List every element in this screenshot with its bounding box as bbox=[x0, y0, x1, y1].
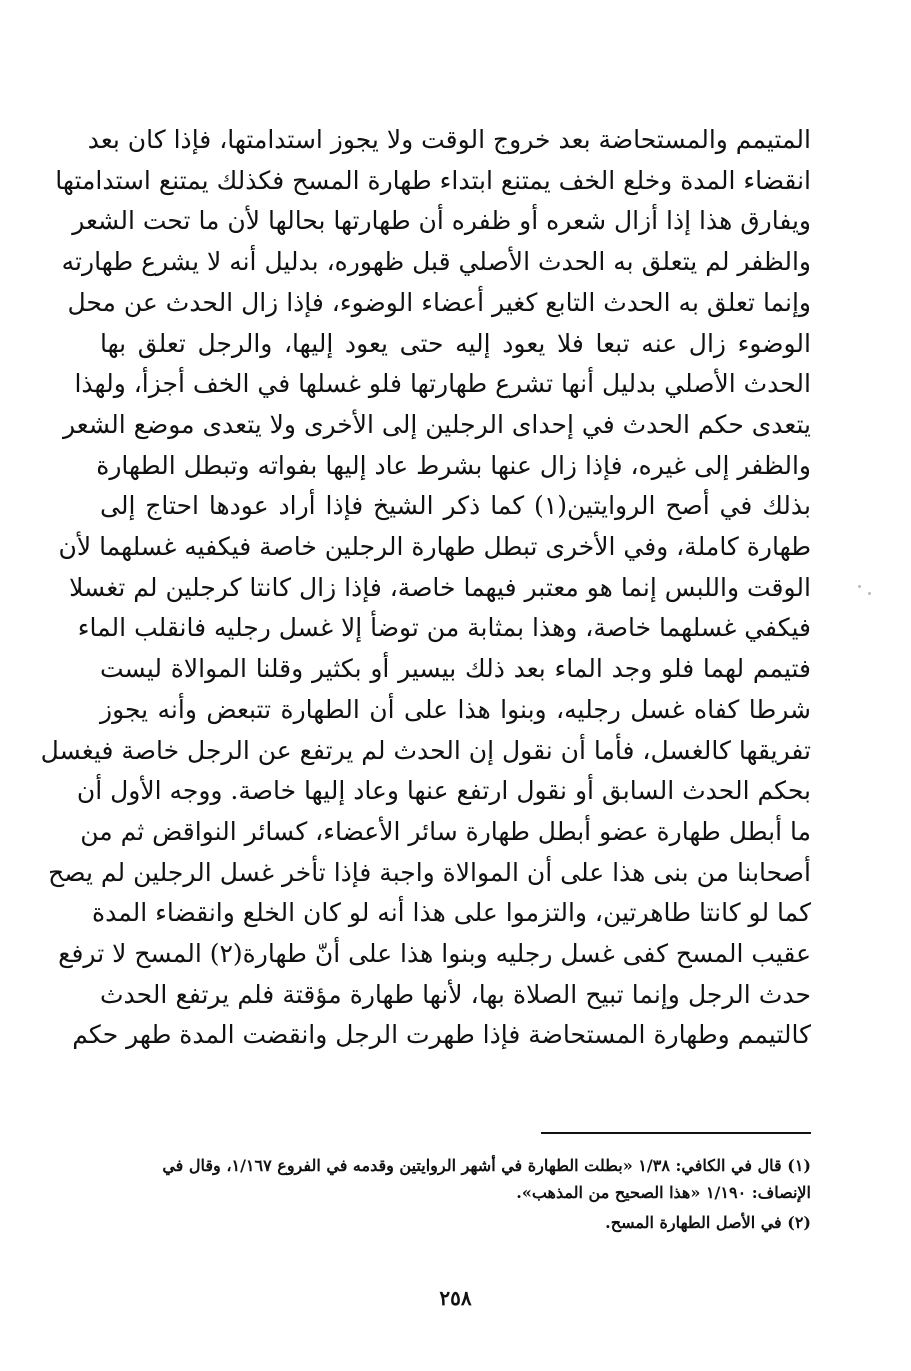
scan-speck bbox=[868, 592, 871, 595]
text-line: والظفر إلى غيره، فإذا زال عنها بشرط عاد إليها بفواته وتبطل الطهارة bbox=[96, 450, 811, 480]
footnote-1: (١) قال في الكافي: ١/٣٨ «بطلت الطهارة في أشهر الروايتين وقدمه في الفروع ١/١٦٧، وقال في الإنصاف: ١/١٩٠ «هذا الصحيح من المذهب». bbox=[162, 1156, 811, 1202]
text-line: طهارة كاملة، وفي الأخرى تبطل طهارة الرجلين خاصة فيكفيه غسلهما لأن bbox=[58, 532, 811, 562]
footnote-divider bbox=[541, 1132, 811, 1134]
text-line: عقيب المسح كفى غسل رجليه وبنوا هذا على أنّ طهارة(٢) المسح لا ترفع bbox=[58, 939, 811, 969]
text-line: يتعدى حكم الحدث في إحداى الرجلين إلى الأخرى ولا يتعدى موضع الشعر bbox=[63, 409, 811, 439]
footnotes bbox=[100, 1152, 811, 1239]
text-line: الحدث الأصلي بدليل أنها تشرع طهارتها فلو غسلها في الخف أجزأ، ولهذا bbox=[74, 369, 811, 399]
text-line: وإنما تعلق به الحدث التابع كغير أعضاء الوضوء، فإذا زال الحدث عن محل bbox=[67, 287, 811, 317]
text-line: شرطا كفاه غسل رجليه، وبنوا هذا على أن الطهارة تتبعض وأنه يجوز bbox=[100, 694, 811, 724]
text-line: فيكفي غسلهما خاصة، وهذا بمثابة من توضأ إلا غسل رجليه فانقلب الماء bbox=[77, 613, 811, 643]
text-line: كالتيمم وطهارة المستحاضة فإذا طهرت الرجل وانقضت المدة طهر حكم bbox=[72, 1020, 811, 1050]
text-line: انقضاء المدة وخلع الخف يمتنع ابتداء طهارة المسح فكذلك يمتنع استدامتها bbox=[55, 165, 811, 195]
text-line: الوقت واللبس إنما هو معتبر فيهما خاصة، فإذا زال كانتا كرجلين لم تغسلا bbox=[69, 572, 811, 602]
main-text-body bbox=[40, 120, 811, 1056]
text-line: بذلك في أصح الروايتين(١) كما ذكر الشيخ فإذا أراد عودها احتاج إلى bbox=[100, 491, 811, 521]
footnote-2: (٢) في الأصل الطهارة المسح. bbox=[605, 1213, 811, 1232]
text-line: ويفارق هذا إذا أزال شعره أو ظفره أن طهارتها بحالها لأن ما تحت الشعر bbox=[72, 206, 811, 236]
text-line: فتيمم لهما فلو وجد الماء بعد ذلك بيسير أو بكثير وقلنا الموالاة ليست bbox=[100, 654, 811, 684]
text-line: الوضوء زال عنه تبعا فلا يعود إليه حتى يعود إليها، والرجل تعلق بها bbox=[100, 328, 811, 358]
page-number: ٢٥٨ bbox=[439, 1286, 472, 1310]
text-line: كما لو كانتا طاهرتين، والتزموا على هذا أنه لو كان الخلع وانقضاء المدة bbox=[91, 898, 811, 928]
text-line: أصحابنا من بنى هذا على أن الموالاة واجبة فإذا تأخر غسل الرجلين لم يصح bbox=[48, 857, 811, 887]
text-line: تفريقها كالغسل، فأما أن نقول إن الحدث لم يرتفع عن الرجل خاصة فيغسل bbox=[40, 735, 811, 765]
text-line: المتيمم والمستحاضة بعد خروج الوقت ولا يجوز استدامتها، فإذا كان بعد bbox=[87, 125, 811, 154]
scan-speck bbox=[858, 585, 861, 588]
text-line: والظفر لم يتعلق به الحدث الأصلي قبل ظهوره، بدليل أنه لا يشرع طهارته bbox=[61, 247, 811, 277]
text-line: ما أبطل طهارة عضو أبطل طهارة سائر الأعضاء، كسائر النواقض ثم من bbox=[80, 816, 811, 846]
text-line: حدث الرجل وإنما تبيح الصلاة بها، لأنها طهارة مؤقتة فلم يرتفع الحدث bbox=[100, 979, 811, 1009]
text-line: بحكم الحدث السابق أو نقول ارتفع عنها وعاد إليها خاصة. ووجه الأول أن bbox=[76, 776, 811, 806]
